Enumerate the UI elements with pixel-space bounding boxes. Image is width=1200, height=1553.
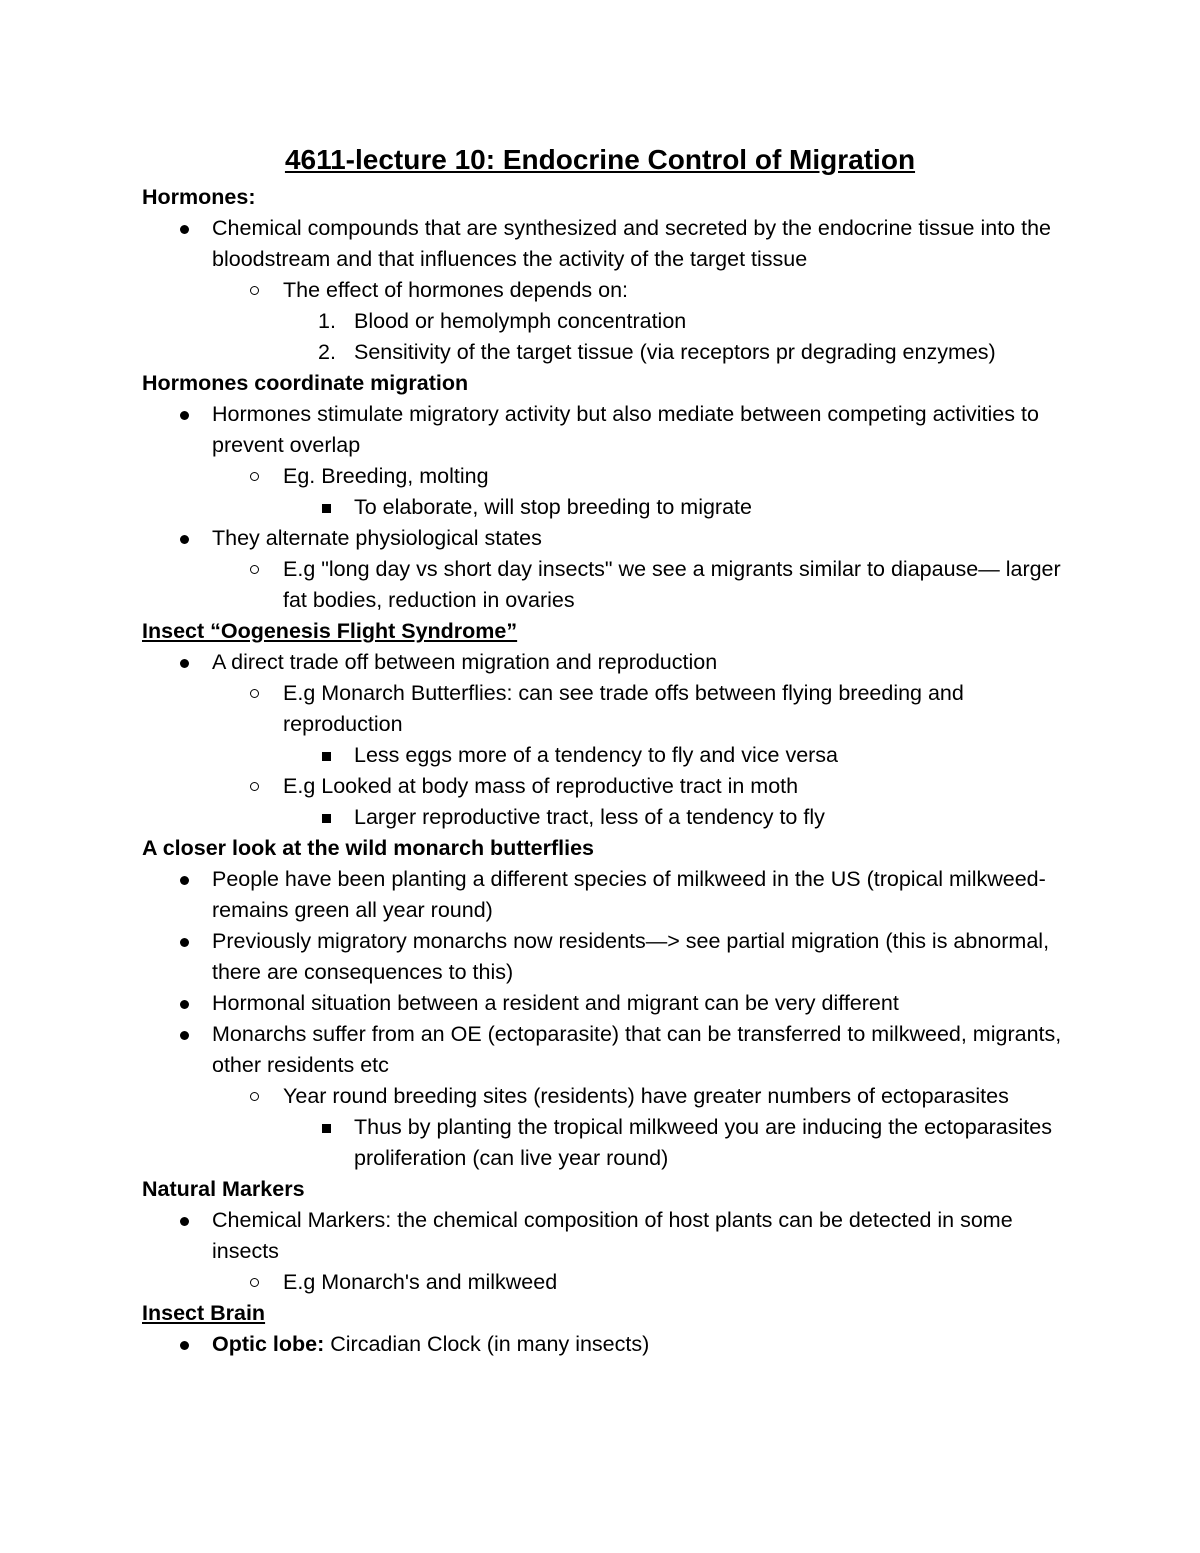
list-item-text: Chemical compounds that are synthesized and secreted by the endocrine tissue into the bloodstream and that influences the activity of the target tissue <box>212 216 1051 271</box>
list-item <box>283 771 1082 833</box>
bullet-list <box>142 1329 1082 1360</box>
section-heading-brain: Insect Brain <box>142 1301 266 1325</box>
numbered-list <box>283 306 1082 368</box>
sub-bullet-list <box>212 554 1082 616</box>
page-title: 4611-lecture 10: Endocrine Control of Migration <box>284 144 916 175</box>
list-item-text: Larger reproductive tract, less of a tendency to fly <box>354 805 825 829</box>
list-item-text: Previously migratory monarchs now residents—> see partial migration (this is abnormal, there are consequences to this) <box>212 929 1050 984</box>
sub-sub-bullet-list <box>283 1112 1082 1174</box>
list-item <box>354 802 1082 833</box>
list-item-text: E.g Monarch's and milkweed <box>283 1270 558 1294</box>
list-item-text: Hormonal situation between a resident and migrant can be very different <box>212 991 899 1015</box>
list-item <box>212 988 1082 1019</box>
section-heading-hormones: Hormones: <box>142 185 256 209</box>
list-item-text: E.g Monarch Butterflies: can see trade offs between flying breeding and reproduction <box>283 681 964 736</box>
list-item <box>283 275 1082 368</box>
list-item <box>283 1081 1082 1174</box>
sub-sub-bullet-list <box>283 492 1082 523</box>
list-item-text: Less eggs more of a tendency to fly and vice versa <box>354 743 839 767</box>
bullet-list <box>142 399 1082 616</box>
list-item-text: Thus by planting the tropical milkweed you are inducing the ectoparasites proliferation (can live year round) <box>354 1115 1052 1170</box>
list-item-text: To elaborate, will stop breeding to migrate <box>354 495 752 519</box>
list-item-text: The effect of hormones depends on: <box>283 278 629 302</box>
list-item <box>354 492 1082 523</box>
sub-bullet-list <box>212 461 1082 523</box>
document-body <box>142 182 1082 1360</box>
list-item-text: E.g Looked at body mass of reproductive tract in moth <box>283 774 799 798</box>
list-item-label: Optic lobe: <box>212 1332 325 1356</box>
sub-bullet-list <box>212 1267 1082 1298</box>
list-item <box>212 926 1082 988</box>
list-item <box>283 554 1082 616</box>
section-heading-markers: Natural Markers <box>142 1177 305 1201</box>
list-item <box>283 678 1082 771</box>
sub-sub-bullet-list <box>283 802 1082 833</box>
sub-bullet-list <box>212 678 1082 833</box>
section-heading-oogenesis: Insect “Oogenesis Flight Syndrome” <box>142 619 518 643</box>
bullet-list <box>142 1205 1082 1298</box>
list-item <box>212 1329 1082 1360</box>
list-item-text: E.g "long day vs short day insects" we see a migrants similar to diapause— larger fat bodies, reduction in ovaries <box>283 557 1061 612</box>
bullet-list <box>142 864 1082 1174</box>
list-item-text: Blood or hemolymph concentration <box>354 309 687 333</box>
list-item <box>283 1267 1082 1298</box>
list-item <box>354 740 1082 771</box>
list-item <box>354 1112 1082 1174</box>
list-item-text: Hormones stimulate migratory activity but also mediate between competing activities to prevent overlap <box>212 402 1039 457</box>
item-number: 1. <box>318 309 336 333</box>
list-item-text: Chemical Markers: the chemical composition of host plants can be detected in some insects <box>212 1208 1013 1263</box>
list-item-text: Year round breeding sites (residents) have greater numbers of ectoparasites <box>283 1084 1009 1108</box>
bullet-list <box>142 213 1082 368</box>
list-item-text: People have been planting a different species of milkweed in the US (tropical milkweed-remains green all year round) <box>212 867 1046 922</box>
list-item-text: Eg. Breeding, molting <box>283 464 489 488</box>
list-item <box>212 1019 1082 1174</box>
list-item <box>212 399 1082 523</box>
numbered-item <box>318 306 1082 337</box>
list-item <box>212 523 1082 616</box>
list-item <box>283 461 1082 523</box>
list-item-text: A direct trade off between migration and reproduction <box>212 650 718 674</box>
list-item-text: Circadian Clock (in many insects) <box>324 1332 650 1356</box>
sub-bullet-list <box>212 1081 1082 1174</box>
list-item-text: Sensitivity of the target tissue (via receptors pr degrading enzymes) <box>354 340 996 364</box>
list-item-text: Monarchs suffer from an OE (ectoparasite) that can be transferred to milkweed, migrants, other residents etc <box>212 1022 1062 1077</box>
list-item <box>212 864 1082 926</box>
list-item-text: They alternate physiological states <box>212 526 542 550</box>
numbered-item <box>318 337 1082 368</box>
bullet-list <box>142 647 1082 833</box>
sub-bullet-list <box>212 275 1082 368</box>
item-number: 2. <box>318 340 336 364</box>
sub-sub-bullet-list <box>283 740 1082 771</box>
list-item <box>212 1205 1082 1298</box>
section-heading-coordinate: Hormones coordinate migration <box>142 371 469 395</box>
list-item <box>212 647 1082 833</box>
section-heading-monarch: A closer look at the wild monarch butterflies <box>142 836 594 860</box>
list-item <box>212 213 1082 368</box>
